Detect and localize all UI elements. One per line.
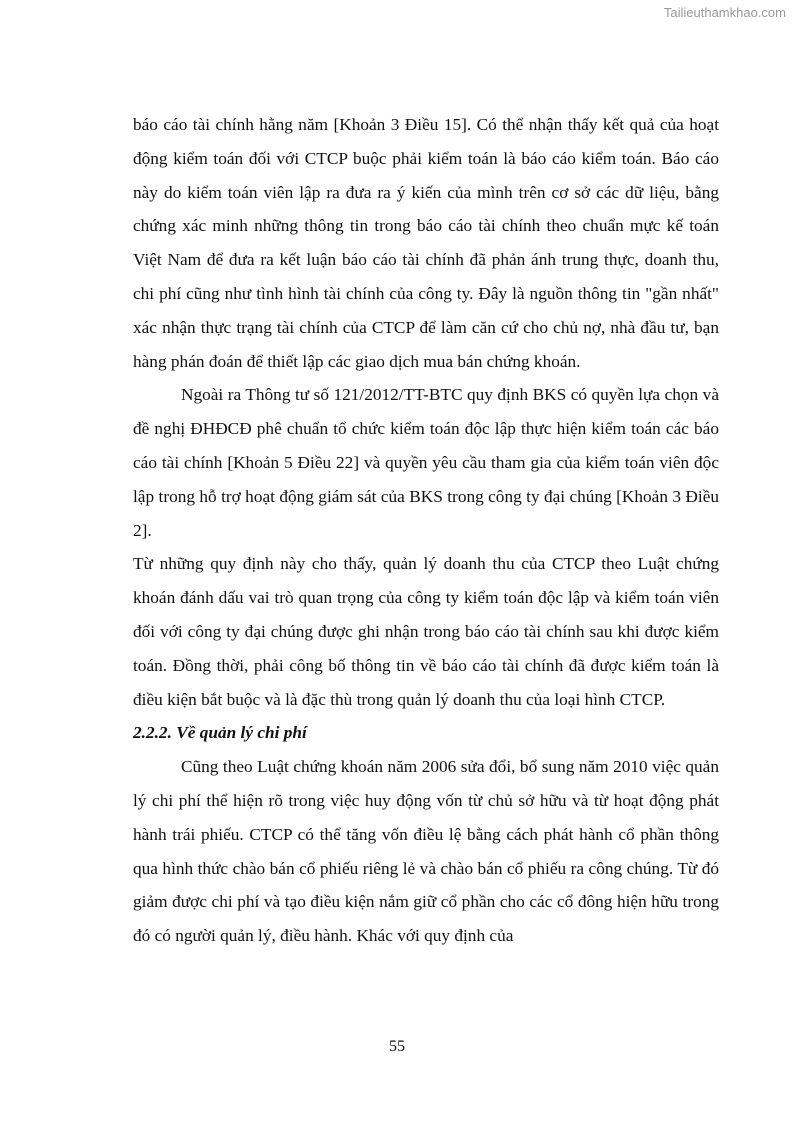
paragraph-2: Ngoài ra Thông tư số 121/2012/TT-BTC quy định BKS có quyền lựa chọn và đề nghị ĐHĐCĐ phê chuẩn tổ chức kiểm toán độc lập thực hiện kiểm toán các báo cáo tài chính [Khoản 5 Điều 22] và quyền yêu cầu tham gia của kiểm toán viên độc lập trong hỗ trợ hoạt động giám sát của BKS trong công ty đại chúng [Khoản 3 Điều 2].	[133, 385, 719, 540]
paragraph-1: báo cáo tài chính hằng năm [Khoản 3 Điều 15]. Có thể nhận thấy kết quả của hoạt động kiểm toán đối với CTCP buộc phải kiểm toán là báo cáo kiểm toán. Báo cáo này do kiểm toán viên lập ra đưa ra ý kiến của mình trên cơ sở các dữ liệu, bằng chứng xác minh những thông tin trong báo cáo tài chính theo chuẩn mực kế toán Việt Nam để đưa ra kết luận báo cáo tài chính đã phản ánh trung thực, doanh thu, chi phí cũng như tình hình tài chính của công ty. Đây là nguồn thông tin "gần nhất" xác nhận thực trạng tài chính của CTCP để làm căn cứ cho chủ nợ, nhà đầu tư, bạn hàng phán đoán để thiết lập các giao dịch mua bán chứng khoán.	[133, 115, 719, 371]
document-body	[133, 108, 719, 953]
paragraph-4: Cũng theo Luật chứng khoán năm 2006 sửa đổi, bổ sung năm 2010 việc quản lý chi phí thể hiện rõ trong việc huy động vốn từ chủ sở hữu và từ hoạt động phát hành trái phiếu. CTCP có thể tăng vốn điều lệ bằng cách phát hành cổ phần thông qua hình thức chào bán cổ phiếu riêng lẻ và chào bán cổ phiếu ra công chúng. Từ đó giảm được chi phí và tạo điều kiện nắm giữ cổ phần cho các cổ đông hiện hữu trong đó có người quản lý, điều hành. Khác với quy định của	[133, 757, 719, 946]
watermark-text: Tailieuthamkhao.com	[663, 5, 786, 20]
section-heading: 2.2.2. Về quản lý chi phí	[133, 723, 307, 743]
page-number: 55	[389, 1038, 405, 1055]
paragraph-3: Từ những quy định này cho thấy, quản lý doanh thu của CTCP theo Luật chứng khoán đánh dấu vai trò quan trọng của công ty kiểm toán độc lập và kiểm toán viên đối với công ty đại chúng được ghi nhận trong báo cáo tài chính sau khi được kiểm toán. Đồng thời, phải công bố thông tin về báo cáo tài chính đã được kiểm toán là điều kiện bắt buộc và là đặc thù trong quản lý doanh thu của loại hình CTCP.	[133, 554, 719, 709]
